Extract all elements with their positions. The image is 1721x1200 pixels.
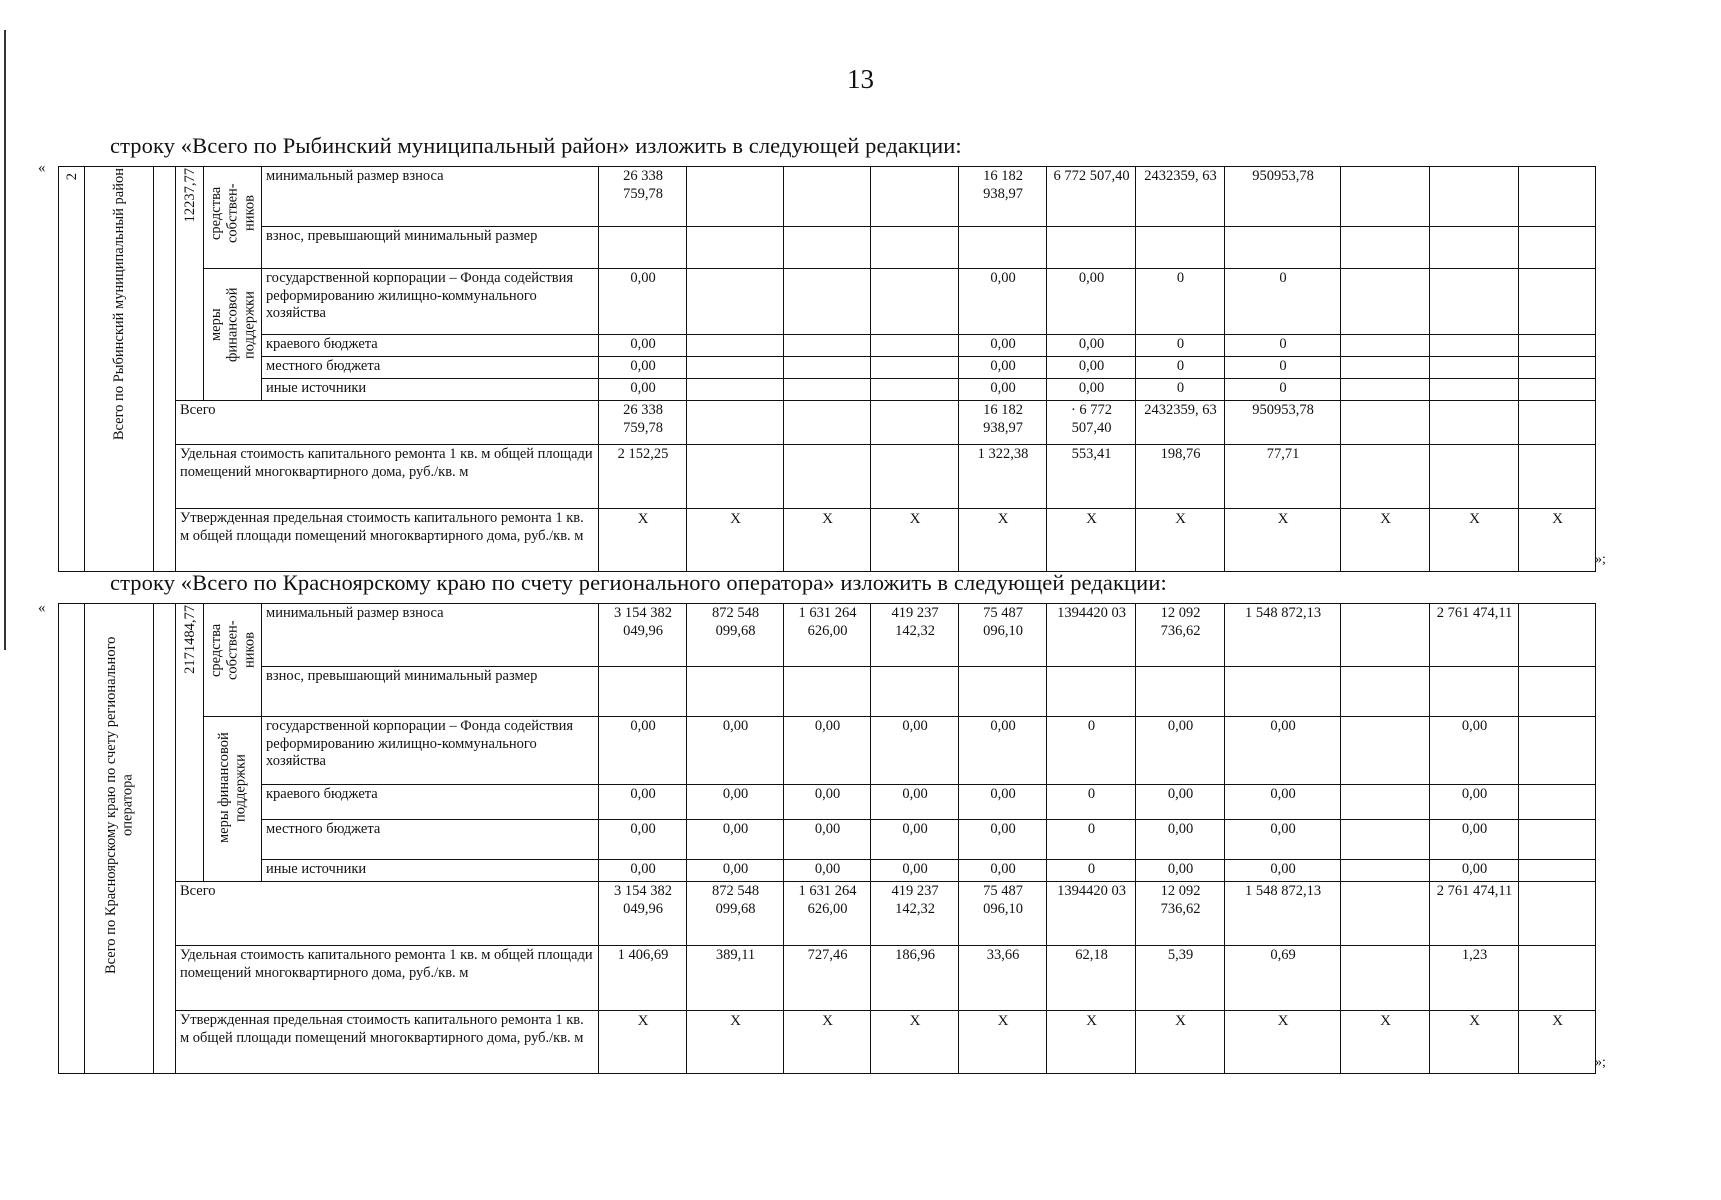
- value-cell: 0,00: [1430, 785, 1519, 820]
- value-cell: 0,69: [1225, 946, 1341, 1011]
- x-cell: X: [871, 509, 959, 572]
- owners-group-label: средства собствен-ников: [208, 183, 258, 243]
- section1-heading: строку «Всего по Рыбинский муниципальный район» изложить в следующей редакции:: [110, 133, 962, 158]
- value-cell: 0,00: [871, 785, 959, 820]
- page-number: 13: [847, 64, 874, 94]
- value-cell: 950953,78: [1225, 167, 1341, 227]
- title-cell: [85, 604, 154, 1074]
- value-cell: 0,00: [1047, 379, 1136, 401]
- value-cell: 0,00: [784, 785, 871, 820]
- value-cell: 0,00: [959, 820, 1047, 860]
- value-cell: 0,00: [1430, 860, 1519, 882]
- x-cell: X: [1136, 1011, 1225, 1074]
- value-cell: 0,00: [784, 820, 871, 860]
- table-row: [59, 882, 1596, 946]
- value-cell: 0,00: [959, 335, 1047, 357]
- value-cell: 0,00: [599, 860, 687, 882]
- label-cell: минимальный размер взноса: [262, 604, 599, 667]
- value-cell: 1 406,69: [599, 946, 687, 1011]
- x-cell: X: [687, 509, 784, 572]
- value-cell: 0,00: [959, 717, 1047, 785]
- table-row: [59, 401, 1596, 445]
- x-cell: X: [1519, 1011, 1596, 1074]
- area-cell: [176, 167, 204, 401]
- label-cell: государственной корпорации – Фонда содействия реформированию жилищно-коммунального хозяйства: [262, 717, 599, 785]
- value-cell: 16 182 938,97: [959, 401, 1047, 445]
- value-cell: 0,00: [599, 269, 687, 335]
- value-cell: 1 322,38: [959, 445, 1047, 509]
- title-cell: [85, 167, 154, 572]
- value-cell: 0: [1225, 269, 1341, 335]
- table-row: [59, 946, 1596, 1011]
- value-cell: 2 761 474,11: [1430, 604, 1519, 667]
- value-cell: 77,71: [1225, 445, 1341, 509]
- value-cell: 62,18: [1047, 946, 1136, 1011]
- value-cell: [1519, 167, 1596, 227]
- value-cell: 0: [1136, 379, 1225, 401]
- table-row: [59, 379, 1596, 401]
- value-cell: 872 548 099,68: [687, 604, 784, 667]
- x-cell: X: [1341, 509, 1430, 572]
- value-cell: 0,00: [1430, 717, 1519, 785]
- x-cell: X: [1225, 509, 1341, 572]
- value-cell: 3 154 382 049,96: [599, 604, 687, 667]
- owners-group-label: средства собствен-ников: [208, 620, 258, 680]
- x-cell: X: [687, 1011, 784, 1074]
- table-row: [59, 667, 1596, 717]
- value-cell: 0,00: [687, 820, 784, 860]
- value-cell: · 6 772 507,40: [1047, 401, 1136, 445]
- label-cell: Всего: [176, 882, 599, 946]
- value-cell: 0,00: [1047, 269, 1136, 335]
- value-cell: [1341, 167, 1430, 227]
- value-cell: 0,00: [599, 357, 687, 379]
- value-cell: 0,00: [1136, 820, 1225, 860]
- label-cell: государственной корпорации – Фонда содействия реформированию жилищно-коммунального хозяйства: [262, 269, 599, 335]
- value-cell: 0,00: [599, 379, 687, 401]
- value-cell: 0,00: [959, 357, 1047, 379]
- x-cell: X: [1136, 509, 1225, 572]
- label-cell: Утвержденная предельная стоимость капитального ремонта 1 кв. м общей площади помещений многоквартирного дома, руб./кв. м: [176, 1011, 599, 1074]
- value-cell: 727,46: [784, 946, 871, 1011]
- table-row: [59, 717, 1596, 785]
- table-row: [59, 509, 1596, 572]
- value-cell: 33,66: [959, 946, 1047, 1011]
- value-cell: 0: [1225, 335, 1341, 357]
- value-cell: 75 487 096,10: [959, 604, 1047, 667]
- label-cell: Удельная стоимость капитального ремонта 1 кв. м общей площади помещений многоквартирного дома, руб./кв. м: [176, 445, 599, 509]
- table-row: [59, 785, 1596, 820]
- value-cell: 1 631 264 626,00: [784, 604, 871, 667]
- support-group-label: меры финансовой поддержки: [216, 732, 249, 844]
- row-number-cell: [59, 604, 85, 1074]
- support-group-label: меры финансовой поддержки: [208, 287, 258, 363]
- scan-edge-line: [4, 30, 6, 650]
- value-cell: 0,00: [599, 717, 687, 785]
- x-cell: X: [959, 1011, 1047, 1074]
- value-cell: 0,00: [599, 785, 687, 820]
- label-cell: минимальный размер взноса: [262, 167, 599, 227]
- table-row: [59, 820, 1596, 860]
- label-cell: иные источники: [262, 860, 599, 882]
- value-cell: 0,00: [959, 785, 1047, 820]
- value-cell: 2 761 474,11: [1430, 882, 1519, 946]
- value-cell: 0,00: [687, 717, 784, 785]
- value-cell: 0: [1047, 717, 1136, 785]
- value-cell: 950953,78: [1225, 401, 1341, 445]
- value-cell: 0: [1136, 335, 1225, 357]
- value-cell: 872 548 099,68: [687, 882, 784, 946]
- value-cell: [784, 167, 871, 227]
- label-cell: местного бюджета: [262, 820, 599, 860]
- x-cell: X: [1341, 1011, 1430, 1074]
- value-cell: 0,00: [1225, 717, 1341, 785]
- value-cell: 0,00: [871, 820, 959, 860]
- label-cell: Всего: [176, 401, 599, 445]
- value-cell: 389,11: [687, 946, 784, 1011]
- value-cell: 26 338 759,78: [599, 401, 687, 445]
- x-cell: X: [1430, 509, 1519, 572]
- support-group-cell: [204, 269, 262, 401]
- value-cell: 2 152,25: [599, 445, 687, 509]
- label-cell: местного бюджета: [262, 357, 599, 379]
- value-cell: 1 548 872,13: [1225, 604, 1341, 667]
- value-cell: 0: [1136, 357, 1225, 379]
- label-cell: Утвержденная предельная стоимость капитального ремонта 1 кв. м общей площади помещений многоквартирного дома, руб./кв. м: [176, 509, 599, 572]
- value-cell: 0,00: [1047, 335, 1136, 357]
- owners-group-cell: [204, 604, 262, 717]
- support-group-cell: [204, 717, 262, 882]
- value-cell: [687, 167, 784, 227]
- value-cell: 0,00: [784, 717, 871, 785]
- table-row: [59, 860, 1596, 882]
- table-row: [59, 1011, 1596, 1074]
- label-cell: иные источники: [262, 379, 599, 401]
- value-cell: 0: [1225, 357, 1341, 379]
- label-cell: взнос, превышающий минимальный размер: [262, 667, 599, 717]
- value-cell: 198,76: [1136, 445, 1225, 509]
- spacer-cell: [154, 167, 176, 572]
- x-cell: X: [599, 1011, 687, 1074]
- value-cell: 419 237 142,32: [871, 604, 959, 667]
- value-cell: 2432359, 63: [1136, 167, 1225, 227]
- value-cell: 0,00: [1047, 357, 1136, 379]
- x-cell: X: [1047, 509, 1136, 572]
- value-cell: 0,00: [871, 860, 959, 882]
- value-cell: 12 092 736,62: [1136, 882, 1225, 946]
- value-cell: 0,00: [784, 860, 871, 882]
- area-cell: [176, 604, 204, 882]
- value-cell: 0: [1225, 379, 1341, 401]
- x-cell: X: [1047, 1011, 1136, 1074]
- value-cell: 26 338 759,78: [599, 167, 687, 227]
- value-cell: 6 772 507,40: [1047, 167, 1136, 227]
- value-cell: 0,00: [959, 860, 1047, 882]
- value-cell: [1430, 167, 1519, 227]
- owners-group-cell: [204, 167, 262, 269]
- table-row: [59, 227, 1596, 269]
- value-cell: 1,23: [1430, 946, 1519, 1011]
- value-cell: [1341, 604, 1430, 667]
- value-cell: 0,00: [1136, 860, 1225, 882]
- table-row: [59, 445, 1596, 509]
- row-number-cell: [59, 167, 85, 572]
- section2-quote-open: «: [38, 600, 46, 616]
- table-row: [59, 335, 1596, 357]
- value-cell: 0,00: [1430, 820, 1519, 860]
- value-cell: 0,00: [1225, 860, 1341, 882]
- x-cell: X: [784, 509, 871, 572]
- label-cell: краевого бюджета: [262, 335, 599, 357]
- label-cell: взнос, превышающий минимальный размер: [262, 227, 599, 269]
- value-cell: [1519, 604, 1596, 667]
- value-cell: 1 548 872,13: [1225, 882, 1341, 946]
- value-cell: 0: [1047, 860, 1136, 882]
- value-cell: 75 487 096,10: [959, 882, 1047, 946]
- area-value: 2171484,77: [181, 605, 198, 674]
- value-cell: 186,96: [871, 946, 959, 1011]
- value-cell: 0,00: [599, 335, 687, 357]
- value-cell: 1 631 264 626,00: [784, 882, 871, 946]
- value-cell: 0,00: [1136, 717, 1225, 785]
- value-cell: 0,00: [871, 717, 959, 785]
- section2-heading: строку «Всего по Красноярскому краю по счету регионального оператора» изложить в следующей редакции:: [110, 570, 1167, 595]
- value-cell: 0,00: [1136, 785, 1225, 820]
- row-title: Всего по Красноярскому краю по счету регионального оператора: [102, 636, 136, 974]
- section2-quote-close: »;: [1595, 1055, 1606, 1070]
- value-cell: 553,41: [1047, 445, 1136, 509]
- value-cell: 2432359, 63: [1136, 401, 1225, 445]
- value-cell: 0,00: [599, 820, 687, 860]
- x-cell: X: [599, 509, 687, 572]
- value-cell: 419 237 142,32: [871, 882, 959, 946]
- value-cell: 0,00: [1225, 785, 1341, 820]
- section1-quote-open: «: [38, 160, 46, 176]
- x-cell: X: [959, 509, 1047, 572]
- x-cell: X: [1519, 509, 1596, 572]
- section1-table: [58, 166, 1596, 572]
- table-row: [59, 357, 1596, 379]
- x-cell: X: [784, 1011, 871, 1074]
- value-cell: 0,00: [959, 269, 1047, 335]
- table-row: [59, 269, 1596, 335]
- value-cell: 0: [1047, 785, 1136, 820]
- section2-table: [58, 603, 1596, 1074]
- label-cell: Удельная стоимость капитального ремонта 1 кв. м общей площади помещений многоквартирного дома, руб./кв. м: [176, 946, 599, 1011]
- value-cell: 0: [1136, 269, 1225, 335]
- x-cell: X: [1430, 1011, 1519, 1074]
- value-cell: 0,00: [687, 785, 784, 820]
- value-cell: [871, 167, 959, 227]
- x-cell: X: [871, 1011, 959, 1074]
- value-cell: 12 092 736,62: [1136, 604, 1225, 667]
- value-cell: 0,00: [1225, 820, 1341, 860]
- x-cell: X: [1225, 1011, 1341, 1074]
- value-cell: 1394420 03: [1047, 604, 1136, 667]
- value-cell: 0: [1047, 820, 1136, 860]
- row-title: Всего по Рыбинский муниципальный район: [111, 168, 128, 441]
- value-cell: 3 154 382 049,96: [599, 882, 687, 946]
- section1-quote-close: »;: [1595, 552, 1606, 567]
- value-cell: 0,00: [959, 379, 1047, 401]
- table-row: [59, 604, 1596, 667]
- value-cell: 1394420 03: [1047, 882, 1136, 946]
- value-cell: 5,39: [1136, 946, 1225, 1011]
- label-cell: краевого бюджета: [262, 785, 599, 820]
- row-number: 2: [63, 172, 80, 180]
- spacer-cell: [154, 604, 176, 1074]
- value-cell: 0,00: [687, 860, 784, 882]
- area-value: 12237,77: [181, 168, 198, 223]
- value-cell: 16 182 938,97: [959, 167, 1047, 227]
- table-row: [59, 167, 1596, 227]
